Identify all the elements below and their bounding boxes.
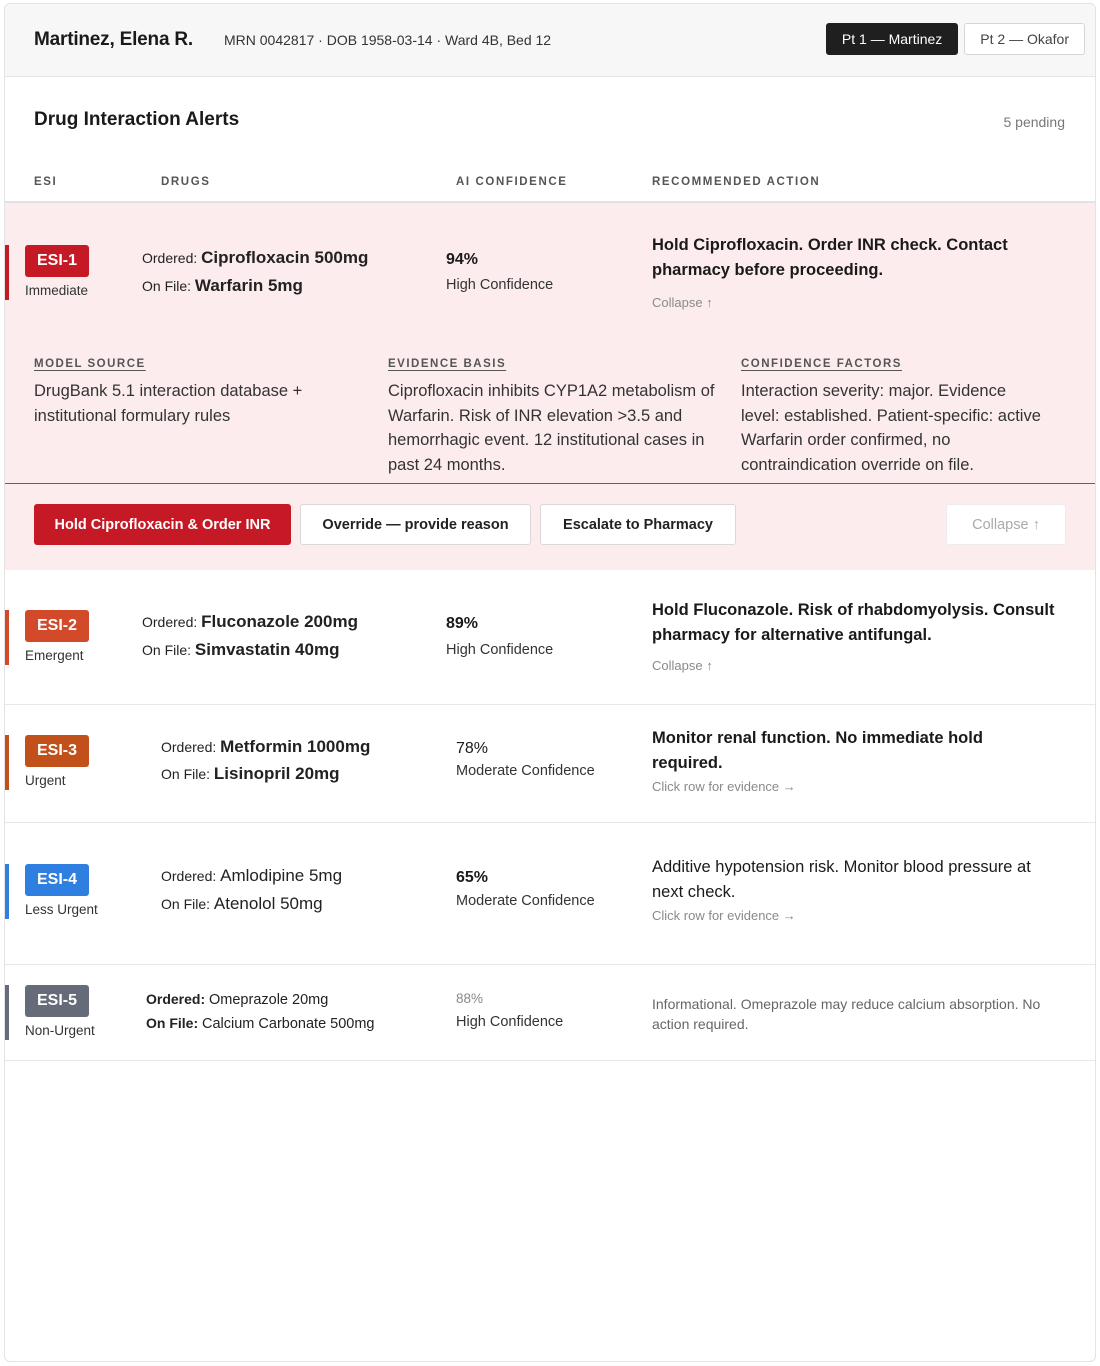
confidence-factors-section <box>741 358 1046 477</box>
confidence-value: 78% <box>456 740 489 757</box>
confidence-label: Moderate Confidence <box>456 893 595 909</box>
confidence-label: High Confidence <box>456 1014 564 1030</box>
section-title: Drug Interaction Alerts <box>34 109 240 130</box>
esi-label: Emergent <box>25 648 84 663</box>
ordered-drug: Ordered: Omeprazole 20mg <box>146 991 329 1008</box>
esi-severity-bar <box>5 610 9 665</box>
collapse-button[interactable]: Collapse ↑ <box>946 504 1066 545</box>
esi-badge: ESI-1 <box>25 245 89 277</box>
confidence-value: 65% <box>456 869 489 886</box>
model-source-section <box>34 358 364 428</box>
column-header-action: RECOMMENDED ACTION <box>652 176 821 188</box>
ordered-drug: Ordered: Amlodipine 5mg <box>161 866 343 885</box>
on-file-drug: On File: Calcium Carbonate 500mg <box>146 1015 375 1032</box>
on-file-drug: On File: Lisinopril 20mg <box>161 764 340 783</box>
table-header <box>5 165 1095 203</box>
tab-patient-2[interactable]: Pt 2 — Okafor <box>964 23 1085 55</box>
esi-severity-bar <box>5 985 9 1040</box>
evidence-basis-text: Ciprofloxacin inhibits CYP1A2 metabolism of Warfarin. Risk of INR elevation >3.5 and hemorrhagic event. 12 institutional cases in past 24 months. <box>388 382 715 474</box>
esi-label: Non-Urgent <box>25 1023 95 1038</box>
collapse-link[interactable]: Collapse ↑ <box>652 658 713 673</box>
column-header-drugs: DRUGS <box>161 176 211 188</box>
escalate-button[interactable]: Escalate to Pharmacy <box>540 504 736 545</box>
ordered-drug: Ordered: Fluconazole 200mg <box>142 612 358 631</box>
on-file-drug: On File: Atenolol 50mg <box>161 894 323 913</box>
recommended-action: Additive hypotension risk. Monitor blood pressure at next check. <box>652 858 1031 901</box>
alert-row-esi-1[interactable] <box>5 203 1095 328</box>
ordered-drug: Ordered: Ciprofloxacin 500mg <box>142 248 369 267</box>
patient-tabs <box>826 23 1085 55</box>
alert-row-esi-4[interactable] <box>5 823 1095 965</box>
confidence-value: 89% <box>446 615 479 632</box>
evidence-basis-title: EVIDENCE BASIS <box>388 358 507 370</box>
esi-label: Urgent <box>25 773 66 788</box>
confidence-label: High Confidence <box>446 642 554 658</box>
pending-count: 5 pending <box>1003 114 1065 130</box>
model-source-text: DrugBank 5.1 interaction database + institutional formulary rules <box>34 382 303 425</box>
hold-and-order-button[interactable]: Hold Ciprofloxacin & Order INR <box>34 504 291 545</box>
column-header-confidence: AI CONFIDENCE <box>456 176 568 188</box>
patient-meta: MRN 0042817 · DOB 1958-03-14 · Ward 4B, Bed 12 <box>224 32 552 48</box>
evidence-link[interactable]: Click row for evidence → <box>652 779 796 794</box>
model-source-title: MODEL SOURCE <box>34 358 146 370</box>
confidence-label: High Confidence <box>446 277 554 293</box>
recommended-action: Hold Ciprofloxacin. Order INR check. Contact pharmacy before proceeding. <box>652 236 1008 279</box>
confidence-factors-text: Interaction severity: major. Evidence level: established. Patient-specific: active Warfarin order confirmed, no contraindication override on file. <box>741 382 1041 474</box>
alert-action-bar <box>5 484 1095 570</box>
confidence-label: Moderate Confidence <box>456 763 595 779</box>
esi-severity-bar <box>5 735 9 790</box>
ordered-drug: Ordered: Metformin 1000mg <box>161 737 371 756</box>
esi-badge: ESI-2 <box>25 610 89 642</box>
esi-severity-bar <box>5 864 9 919</box>
patient-header <box>5 4 1095 77</box>
column-header-esi: ESI <box>34 176 58 188</box>
esi-badge: ESI-4 <box>25 864 89 896</box>
esi-badge: ESI-5 <box>25 985 89 1017</box>
patient-name: Martinez, Elena R. <box>34 29 193 50</box>
on-file-drug: On File: Simvastatin 40mg <box>142 640 340 659</box>
collapse-link[interactable]: Collapse ↑ <box>652 295 713 310</box>
recommended-action: Informational. Omeprazole may reduce calcium absorption. No action required. <box>652 996 1041 1032</box>
alert-row-esi-3[interactable] <box>5 705 1095 823</box>
confidence-value: 94% <box>446 251 479 268</box>
confidence-value: 88% <box>456 991 484 1006</box>
tab-patient-1[interactable]: Pt 1 — Martinez <box>826 23 958 55</box>
alert-row-esi-2[interactable] <box>5 570 1095 705</box>
esi-badge: ESI-3 <box>25 735 89 767</box>
on-file-drug: On File: Warfarin 5mg <box>142 276 303 295</box>
drug-interaction-panel <box>4 3 1096 1362</box>
esi-label: Immediate <box>25 283 89 298</box>
section-header <box>5 77 1095 165</box>
override-button[interactable]: Override — provide reason <box>300 504 531 545</box>
recommended-action: Hold Fluconazole. Risk of rhabdomyolysis. Consult pharmacy for alternative antifungal. <box>652 601 1055 644</box>
evidence-link[interactable]: Click row for evidence → <box>652 908 796 923</box>
confidence-factors-title: CONFIDENCE FACTORS <box>741 358 902 370</box>
evidence-basis-section <box>388 358 718 477</box>
esi-label: Less Urgent <box>25 902 98 917</box>
alert-row-esi-5[interactable] <box>5 965 1095 1061</box>
evidence-panel <box>5 328 1095 484</box>
recommended-action: Monitor renal function. No immediate hold required. <box>652 729 983 772</box>
esi-severity-bar <box>5 245 9 300</box>
